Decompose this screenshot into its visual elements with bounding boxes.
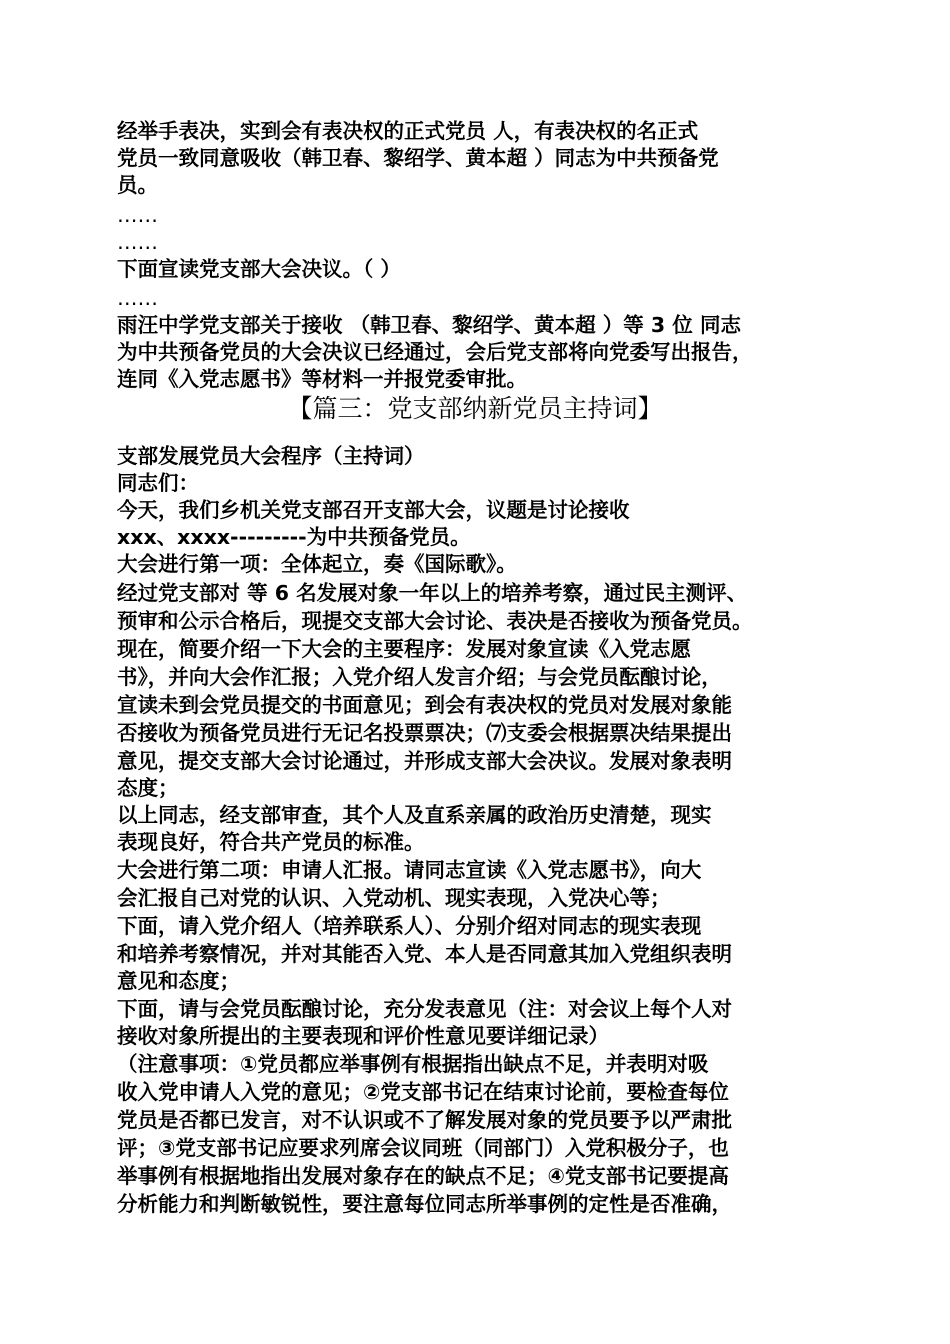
text-line: 宣读未到会党员提交的书面意见；到会有表决权的党员对发展对象能 [117,693,732,717]
text-line: 经举手表决，实到会有表决权的正式党员 人，有表决权的名正式 [117,119,699,143]
text-line: 意见和态度； [117,969,240,993]
text-line: 员。 [117,173,158,197]
text-line: 下面，请与会党员酝酿讨论，充分发表意见（注：对会议上每个人对 [117,997,732,1021]
text-line: 分析能力和判断敏锐性，要注意每位同志所举事例的定性是否准确， [117,1192,732,1216]
text-line: 评；③党支部书记应要求列席会议同班（同部门）入党积极分子，也 [117,1136,729,1160]
text-line: 经过党支部对 等 6 名发展对象一年以上的培养考察，通过民主测评、 [117,581,748,605]
text-line: 意见，提交支部大会讨论通过，并形成支部大会决议。发展对象表明 [117,749,732,773]
text-line: 收入党申请人入党的意见；②党支部书记在结束讨论前，要检查每位 [117,1080,729,1104]
text-line: 党员是否都已发言，对不认识或不了解发展对象的党员要予以严肃批 [117,1108,732,1132]
text-line: 同志们： [117,471,199,495]
text-line: 表现良好，符合共产党员的标准。 [117,830,425,854]
text-line: 书》，并向大会作汇报；入党介绍人发言介绍；与会党员酝酿讨论， [117,665,722,689]
text-line: 雨汪中学党支部关于接收 （韩卫春、黎绍学、黄本超 ）等 3 位 同志 [117,313,741,337]
text-line: 预审和公示合格后，现提交支部大会讨论、表决是否接收为预备党员。 [117,609,753,633]
text-line: 接收对象所提出的主要表现和评价性意见要详细记录） [117,1024,609,1048]
text-line: 举事例有根据地指出发展对象存在的缺点不足；④党支部书记要提高 [117,1164,729,1188]
subheading-line: 支部发展党员大会程序（主持词） [117,444,425,468]
text-line: 和培养考察情况，并对其能否入党、本人是否同意其加入党组织表明 [117,942,732,966]
text-line: xxx、xxxx---------为中共预备党员。 [117,525,471,549]
text-line: 今天，我们乡机关党支部召开支部大会，议题是讨论接收 [117,498,630,522]
text-line: 现在，简要介绍一下大会的主要程序：发展对象宣读《入党志愿 [117,637,691,661]
text-line: 连同《入党志愿书》等材料一并报党委审批。 [117,367,527,391]
ellipsis-line: …… [117,230,158,254]
section-heading: 【篇三：党支部纳新党员主持词】 [287,394,663,423]
text-line: 以上同志，经支部审查，其个人及直系亲属的政治历史清楚，现实 [117,803,712,827]
text-line: 为中共预备党员的大会决议已经通过，会后党支部将向党委写出报告， [117,340,753,364]
ellipsis-line: …… [117,203,158,227]
text-line: 大会进行第一项：全体起立，奏《国际歌》。 [117,552,517,576]
text-line: （注意事项：①党员都应举事例有根据指出缺点不足，并表明对吸 [117,1052,709,1076]
text-line: 下面宣读党支部大会决议。（ ） [117,257,401,281]
text-line: 大会进行第二项：申请人汇报。请同志宣读《入党志愿书》，向大 [117,858,702,882]
text-line: 会汇报自己对党的认识、入党动机、现实表现，入党决心等； [117,886,671,910]
text-line: 否接收为预备党员进行无记名投票票决；⑺支委会根据票决结果提出 [117,721,732,745]
text-line: 下面，请入党介绍人（培养联系人）、分别介绍对同志的现实表现 [117,914,702,938]
ellipsis-line: …… [117,286,158,310]
text-line: 党员一致同意吸收（韩卫春、黎绍学、黄本超 ）同志为中共预备党 [117,146,719,170]
text-line: 态度； [117,776,179,800]
